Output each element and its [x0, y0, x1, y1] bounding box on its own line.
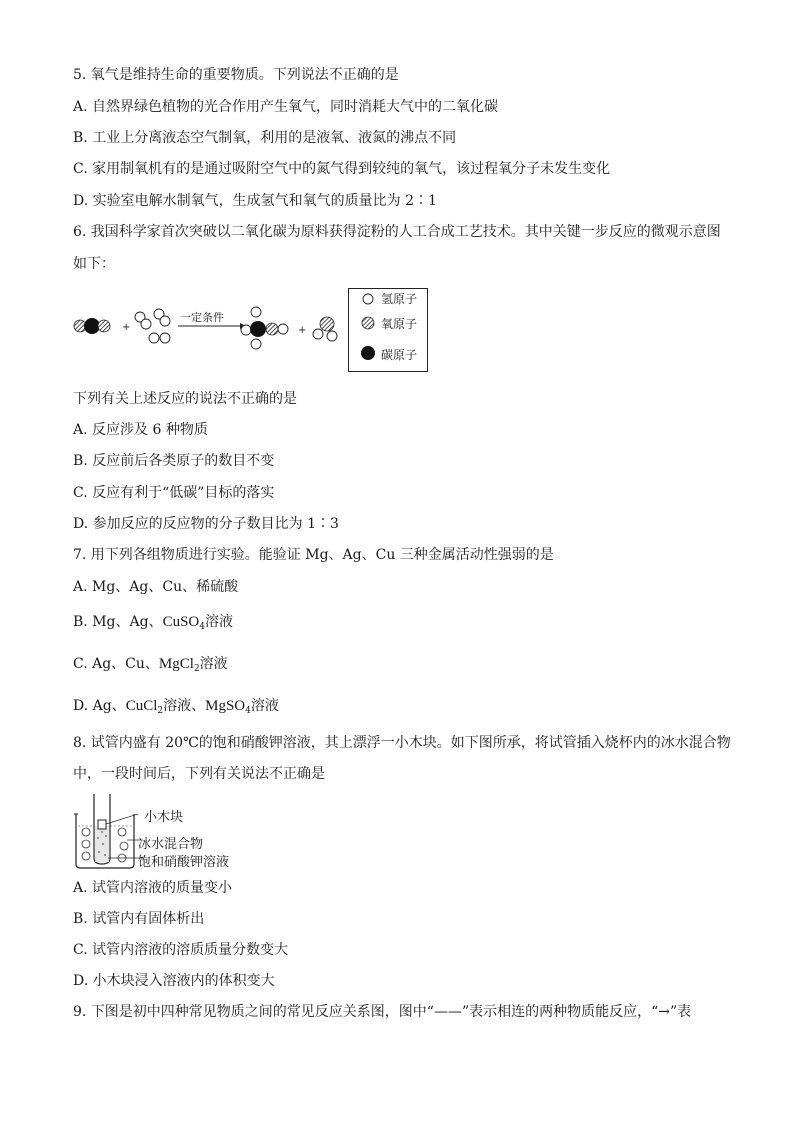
plus-sign-2: + [298, 325, 307, 336]
q5-option-d: D. 实验室电解水制氧气，生成氢气和氧气的质量比为 2∶1 [73, 193, 437, 209]
label-wood-block: 小木块 [144, 810, 184, 825]
q6-stem-line2: 如下： [73, 256, 115, 272]
q7-option-d: D. Ag、CuCl$_2$溶液、MgSO$_4$溶液 [73, 698, 279, 716]
reaction-arrow [178, 310, 246, 329]
q6-stem-line1: 6. 我国科学家首次突破以二氧化碳为原料获得淀粉的人工合成工艺技术。其中关键一步反应的微观示意图 [73, 224, 721, 240]
q7-stem: 7. 用下列各组物质进行实验。能验证 Mg、Ag、Cu 三种金属活动性强弱的是 [73, 547, 554, 563]
q8-option-a: A. 试管内溶液的质量变小 [73, 880, 233, 896]
atom-legend [348, 288, 428, 372]
q6-option-b: B. 反应前后各类原子的数目不变 [73, 453, 275, 469]
carbon-atom-icon [361, 346, 375, 360]
co2-molecule [74, 318, 110, 334]
q6-option-d: D. 参加反应的反应物的分子数目比为 1∶3 [73, 516, 339, 532]
q5-stem: 5. 氧气是维持生命的重要物质。下列说法不正确的是 [73, 67, 399, 83]
arrow-label: 一定条件 [180, 311, 224, 324]
legend-symbols [361, 293, 375, 363]
reaction-diagram [70, 300, 350, 360]
q5-option-b: B. 工业上分离液态空气制氧，利用的是液氧、液氮的沸点不同 [73, 130, 457, 146]
q8-option-b: B. 试管内有固体析出 [73, 911, 205, 927]
q5-option-c: C. 家用制氧机有的是通过吸附空气中的氮气得到较纯的氧气，该过程氧分子未发生变化 [73, 161, 611, 177]
q7-option-a: A. Mg、Ag、Cu、稀硫酸 [73, 579, 239, 595]
q7-option-c: C. Ag、Cu、MgCl$_2$溶液 [73, 656, 228, 674]
hydrogen-atom-icon [363, 294, 373, 304]
legend-carbon: 碳原子 [381, 348, 418, 362]
legend-oxygen: 氧原子 [381, 317, 418, 331]
q8-stem-line1: 8. 试管内盛有 20℃的饱和硝酸钾溶液，其上漂浮一小木块。如下图所承，将试管插入烧杯内的冰水混合物 [73, 735, 731, 751]
plus-sign-1: + [122, 322, 131, 333]
q9-stem: 9. 下图是初中四种常见物质之间的常见反应关系图，图中“——”表示相连的两种物质能反应，“→”表 [73, 1004, 692, 1020]
legend-hydrogen: 氢原子 [381, 292, 418, 306]
oxygen-atom-icon [362, 317, 374, 329]
q5-option-a: A. 自然界绿色植物的光合作用产生氧气，同时消耗大气中的二氧化碳 [73, 99, 499, 115]
methanol-molecule [241, 307, 288, 349]
wood-block [98, 820, 106, 829]
q6-option-c: C. 反应有利于“低碳”目标的落实 [73, 485, 275, 501]
q8-option-c: C. 试管内溶液的溶质质量分数变大 [73, 942, 289, 958]
h2-molecules [135, 309, 170, 343]
q8-stem-line2: 中，一段时间后，下列有关说法不正确是 [73, 766, 325, 782]
q7-option-b: B. Mg、Ag、CuSO$_4$溶液 [73, 614, 233, 632]
water-molecule [313, 317, 337, 341]
q6-question: 下列有关上述反应的说法不正确的是 [73, 391, 297, 407]
q6-option-a: A. 反应涉及 6 种物质 [73, 422, 208, 438]
label-ice-water: 冰水混合物 [138, 837, 204, 852]
q8-option-d: D. 小木块浸入溶液内的体积变大 [73, 973, 275, 989]
beaker-diagram [72, 792, 142, 870]
label-saturated-solution: 饱和硝酸钾溶液 [138, 855, 230, 870]
